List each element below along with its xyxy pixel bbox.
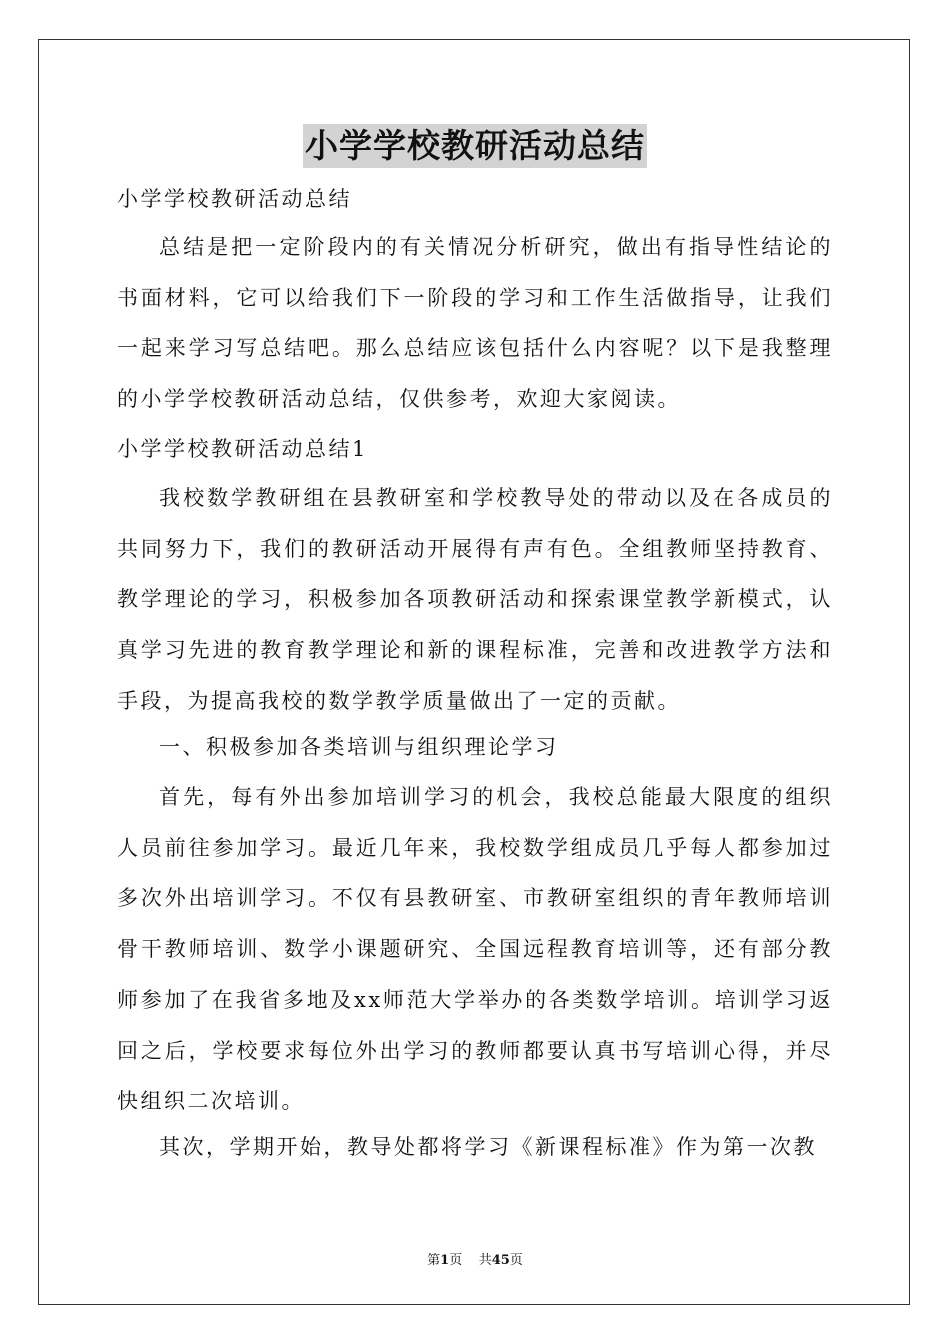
footer-mid: 页 共: [449, 1253, 492, 1268]
section-heading: 小学学校教研活动总结1: [117, 437, 368, 461]
training-paragraph: 首先，每有外出参加培训学习的机会，我校总能最大限度的组织人员前往参加学习。最近几年来，我校数学组成员几乎每人都参加过多次外出培训学习。不仅有县教研室、市教研室组织的青年教师培训骨干教师培训、数学小课题研究、全国远程教育培训等，还有部分教师参加了在我省多地及xx师范大学举办的各类数学培训。培训学习返回之后，学校要求每位外出学习的教师都要认真书写培训心得，并尽快组织二次培训。: [117, 785, 833, 1114]
section-paragraph: 我校数学教研组在县教研室和学校教导处的带动以及在各成员的共同努力下，我们的教研活动开展得有声有色。全组教师坚持教育、教学理论的学习，积极参加各项教研活动和探索课堂教学新模式，认真学习先进的教育教学理论和新的课程标准，完善和改进教学方法和手段，为提高我校的数学教学质量做出了一定的贡献。: [117, 486, 833, 713]
total-page-count: 45: [491, 1253, 510, 1268]
intro-paragraph: 总结是把一定阶段内的有关情况分析研究，做出有指导性结论的书面材料，它可以给我们下一阶段的学习和工作生活做指导，让我们一起来学习写总结吧。那么总结应该包括什么内容呢？以下是我整理的小学学校教研活动总结，仅供参考，欢迎大家阅读。: [117, 235, 833, 412]
study-paragraph: 其次，学期开始，教导处都将学习《新课程标准》作为第一次教: [159, 1135, 817, 1159]
title-container: [0, 124, 950, 168]
page-footer: [0, 1249, 950, 1268]
current-page-number: 1: [440, 1253, 450, 1268]
document-subtitle: 小学学校教研活动总结: [117, 187, 352, 211]
footer-suffix: 页: [509, 1253, 523, 1268]
footer-prefix: 第: [427, 1253, 441, 1268]
subheading: 一、积极参加各类培训与组织理论学习: [159, 735, 559, 759]
document-title: 小学学校教研活动总结: [303, 124, 647, 168]
